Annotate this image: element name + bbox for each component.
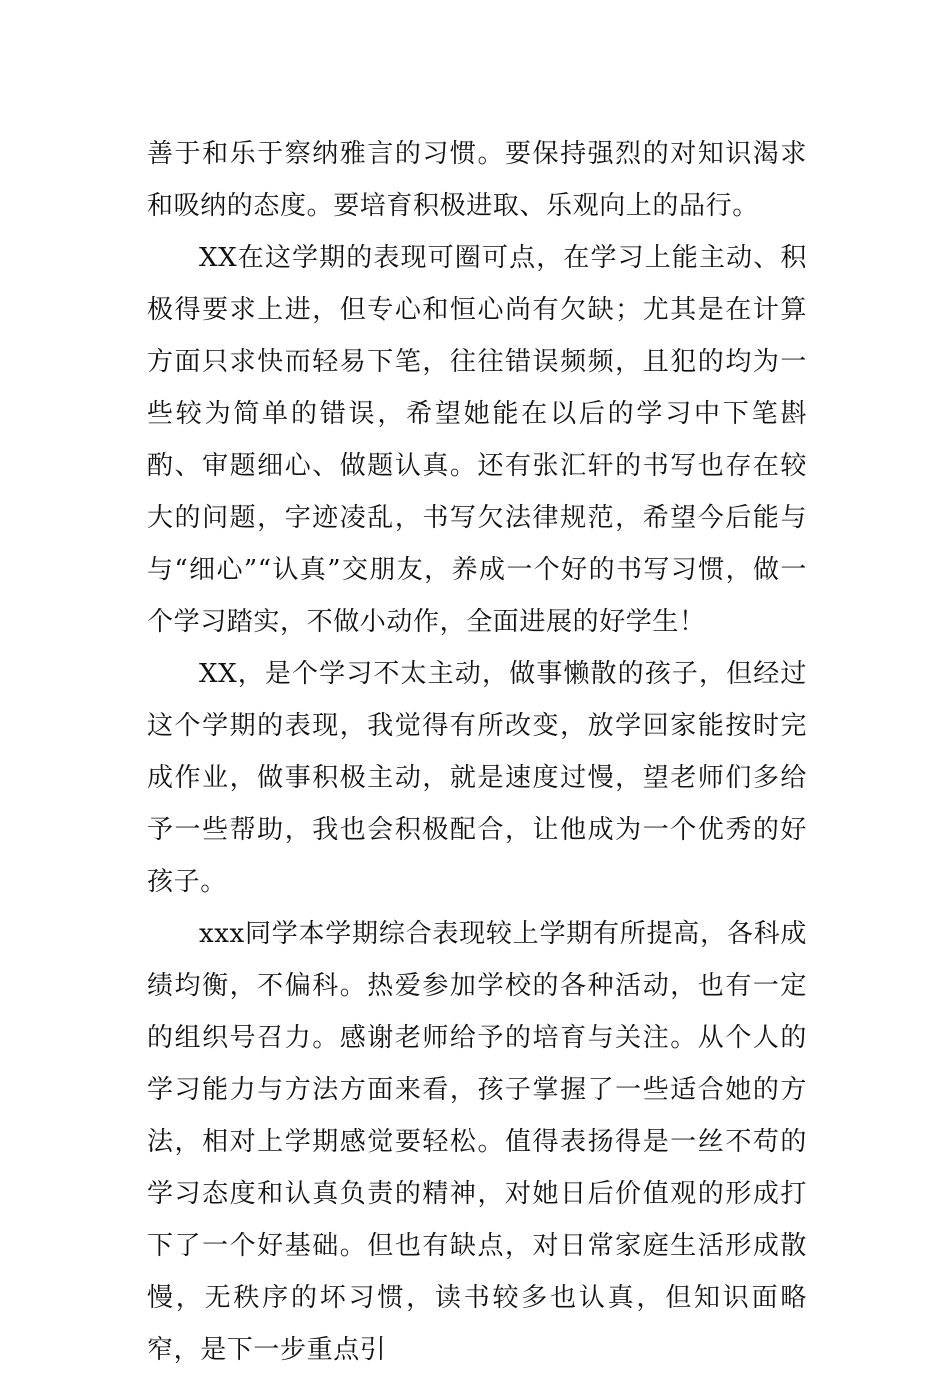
paragraph-continuation: 善于和乐于察纳雅言的习惯。要保持强烈的对知识渴求和吸纳的态度。要培育积极进取、乐观向上的品行。 bbox=[147, 139, 807, 221]
document-body bbox=[147, 128, 807, 1376]
paragraph-comment-1: XX在这学期的表现可圈可点，在学习上能主动、积极得要求上进，但专心和恒心尚有欠缺；尤其是在计算方面只求快而轻易下笔，往往错误频频，且犯的均为一些较为简单的错误，希望她能在以后的学习中下笔斟酌、审题细心、做题认真。还有张汇轩的书写也存在较大的问题，字迹凌乱，书写欠法律规范，希望今后能与与“细心”“认真”交朋友，养成一个好的书写习惯，做一个学习踏实，不做小动作，全面进展的好学生！ bbox=[147, 243, 807, 637]
paragraph-comment-2: XX，是个学习不太主动，做事懒散的孩子，但经过这个学期的表现，我觉得有所改变，放学回家能按时完成作业，做事积极主动，就是速度过慢，望老师们多给予一些帮助，我也会积极配合，让他成为一个优秀的好孩子。 bbox=[147, 659, 807, 897]
paragraph-comment-3: xxx同学本学期综合表现较上学期有所提高，各科成绩均衡，不偏科。热爱参加学校的各种活动，也有一定的组织号召力。感谢老师给予的培育与关注。从个人的学习能力与方法方面来看，孩子掌握了一些适合她的方法，相对上学期感觉要轻松。值得表扬得是一丝不苟的学习态度和认真负责的精神，对她日后价值观的形成打下了一个好基础。但也有缺点，对日常家庭生活形成散慢，无秩序的坏习惯，读书较多也认真，但知识面略窄，是下一步重点引 bbox=[147, 919, 807, 1365]
